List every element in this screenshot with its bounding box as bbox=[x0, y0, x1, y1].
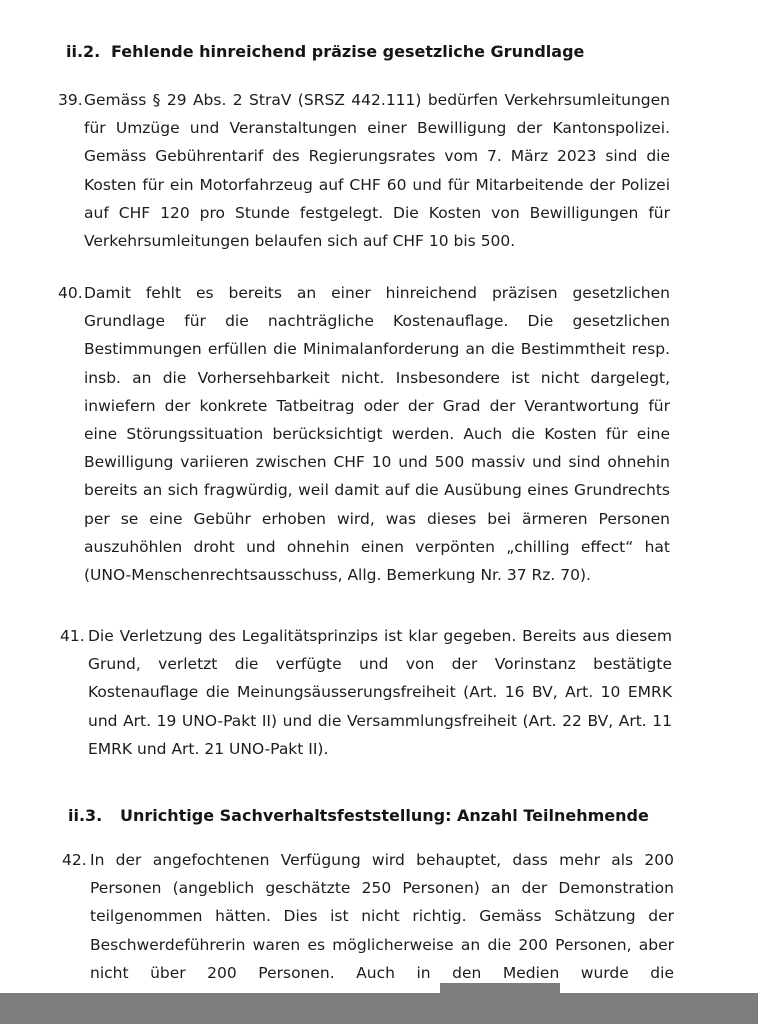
paragraph-text: Damit fehlt es bereits an einer hinreichend präzisen gesetzlichen Grundlage für die nachträgliche Kostenauflage. Die gesetzlichen Bestimmungen erfüllen die Minimalanforderung an die Bestimmtheit resp. insb. an die Vorhersehbarkeit nicht. Insbesondere ist nicht dargelegt, inwiefern der konkrete Tatbeitrag oder der Grad der Verantwortung für eine Störungssituation berücksichtigt werden. Auch die Kosten für eine Bewilligung variieren zwischen CHF 10 und 500 massiv und sind ohnehin bereits an sich fragwürdig, weil damit auf die Ausübung eines Grundrechts per se eine Gebühr erhoben wird, was dieses bei ärmeren Personen auszuhöhlen droht und ohnehin einen verpönten „chilling effect“ hat (UNO-Menschenrechtsausschuss, Allg. Bemerkung Nr. 37 Rz. 70). bbox=[84, 284, 670, 585]
section-title: Fehlende hinreichend präzise gesetzliche Grundlage bbox=[111, 42, 585, 61]
section-number: ii.3. bbox=[68, 806, 103, 825]
paragraph-text: Die Verletzung des Legalitätsprinzips ist klar gegeben. Bereits aus diesem Grund, verletzt die verfügte und von der Vorinstanz bestätigte Kostenauflage die Meinungsäusserungsfreiheit (Art. 16 BV, Art. 10 EMRK und Art. 19 UNO-Pakt II) und die Versammlungsfreiheit (Art. 22 BV, Art. 11 EMRK und Art. 21 UNO-Pakt II). bbox=[88, 627, 672, 758]
paragraph-number: 39. bbox=[58, 91, 83, 109]
scan-artifact bbox=[440, 983, 560, 993]
paragraph-number: 41. bbox=[60, 627, 85, 645]
paragraph-number: 40. bbox=[58, 284, 83, 302]
paragraph-number: 42. bbox=[62, 851, 87, 869]
section-number: ii.2. bbox=[66, 42, 101, 61]
paragraph-body: In der angefochtenen Verfügung wird behauptet, dass mehr als 200 Personen (angeblich geschätzte 250 Personen) an der Demonstration teilgenommen hätten. Dies ist nicht richtig. Gemäss Schätzung der Beschwerdeführerin waren es möglicherweise an die 200 Personen, aber nicht über 200 Personen. Auch in den Medien wurde die bbox=[90, 851, 674, 982]
paragraph-text: Gemäss § 29 Abs. 2 StraV (SRSZ 442.111) bedürfen Verkehrsumleitungen für Umzüge und Veranstaltungen einer Bewilligung der Kantonspolizei. Gemäss Gebührentarif des Regierungsrates vom 7. März 2023 sind die Kosten für ein Motorfahrzeug auf CHF 60 und für Mitarbeitende der Polizei auf CHF 120 pro Stunde festgelegt. Die Kosten von Bewilligungen für Verkehrsumleitungen belaufen sich auf CHF 10 bis 500. bbox=[84, 91, 670, 251]
scan-bottom-edge bbox=[0, 993, 758, 1024]
section-title: Unrichtige Sachverhaltsfeststellung: Anzahl Teilnehmende bbox=[120, 806, 649, 825]
